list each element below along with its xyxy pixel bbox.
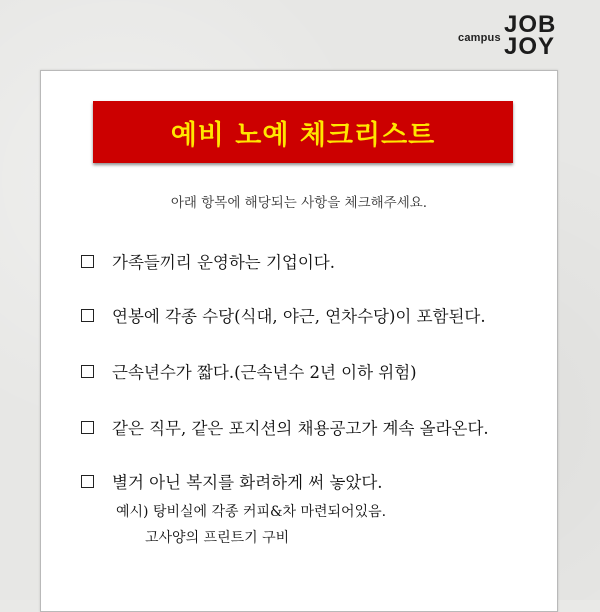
- checklist-item[interactable]: [81, 359, 417, 383]
- checklist-item-label: 같은 직무, 같은 포지션의 채용공고가 계속 올라온다.: [112, 419, 489, 438]
- example-note-line1: 예시) 탕비실에 각종 커피&차 마련되어있음.: [116, 504, 387, 520]
- checkbox[interactable]: [81, 309, 94, 322]
- checklist-item-label: 연봉에 각종 수당(식대, 야근, 연차수당)이 포함된다.: [112, 307, 486, 326]
- checkbox[interactable]: [81, 365, 94, 378]
- title-banner: [93, 101, 513, 163]
- instruction-text: 아래 항목에 해당되는 사항을 체크해주세요.: [170, 195, 428, 211]
- logo-job-text: JOB: [504, 11, 557, 38]
- checklist-item-label: 가족들끼리 운영하는 기업이다.: [112, 253, 335, 272]
- checkbox[interactable]: [81, 255, 94, 268]
- checklist-item[interactable]: [81, 415, 489, 439]
- checklist-item-label: 근속년수가 짧다.(근속년수 2년 이하 위험): [112, 363, 417, 382]
- checklist-item-label: 별거 아닌 복지를 화려하게 써 놓았다.: [112, 473, 383, 492]
- checkbox[interactable]: [81, 475, 94, 488]
- logo-joy-text: JOY: [504, 33, 556, 60]
- checklist-item[interactable]: [81, 249, 335, 273]
- campus-jobjoy-logo: [458, 12, 578, 60]
- checklist-paper: [40, 70, 558, 612]
- checkbox[interactable]: [81, 421, 94, 434]
- logo-campus-text: campus: [458, 32, 501, 44]
- checklist-item[interactable]: [81, 469, 383, 493]
- page-title: 예비 노예 체크리스트: [170, 119, 436, 151]
- example-note-line2: 고사양의 프린트기 구비: [145, 530, 290, 546]
- checklist-item[interactable]: [81, 303, 486, 327]
